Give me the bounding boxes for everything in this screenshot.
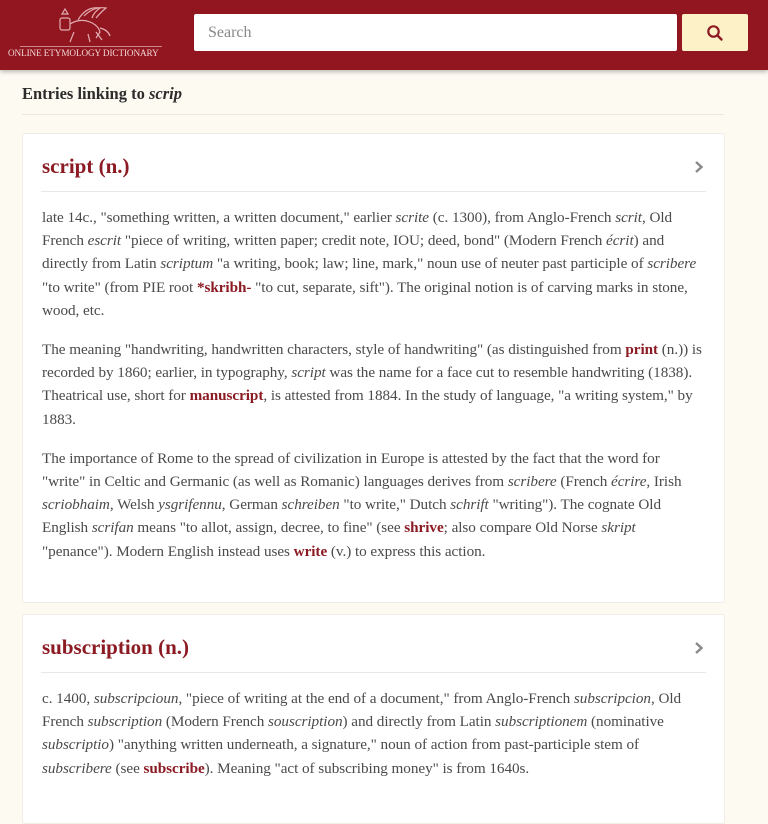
cross-reference-link[interactable]: shrive [404, 519, 444, 537]
italic-term: schreiben [281, 496, 340, 514]
italic-term: scribere [507, 473, 557, 491]
cross-reference-link[interactable]: *skribh- [196, 278, 252, 296]
italic-term: subscribere [42, 759, 112, 777]
entry-body [23, 673, 724, 780]
italic-term: scriobhaim [42, 496, 110, 514]
cross-reference-link[interactable]: write [293, 542, 328, 560]
italic-term: scrifan [91, 519, 134, 537]
search-icon [706, 24, 724, 42]
search-input[interactable] [194, 14, 677, 51]
cross-reference-link[interactable]: subscribe [143, 759, 205, 777]
winged-lion-logo-icon [40, 6, 120, 44]
site-logo[interactable] [8, 6, 158, 62]
search-button[interactable] [682, 14, 748, 51]
cross-reference-link[interactable]: manuscript [189, 387, 264, 405]
entry-card-subscription [22, 614, 725, 824]
entry-header [41, 615, 706, 673]
italic-term: souscription [268, 713, 343, 731]
chevron-right-icon[interactable] [694, 641, 704, 655]
italic-term: escrit [87, 232, 122, 250]
italic-term: schrift [450, 496, 489, 514]
heading-divider [22, 114, 724, 115]
italic-term: scribere [647, 255, 697, 273]
italic-term: scriptum [160, 255, 214, 273]
italic-term: script [291, 364, 326, 382]
italic-term: scrite [395, 209, 429, 226]
italic-term: scrit [615, 209, 642, 226]
italic-term: skript [601, 519, 636, 537]
chevron-right-icon[interactable] [694, 160, 704, 174]
entry-header [41, 134, 706, 192]
italic-term: subscription [87, 713, 163, 731]
entry-paragraph: The meaning "handwriting, handwritten characters, style of handwriting" (as distinguished from print (n.)) is recorded by 1860; earlier, in typography, script was the name for a face cut to resemble handwriting (1838). Theatrical use, short for manuscript, is attested from 1884. In the study of language, "a writing system," by 1883. [42, 341, 702, 428]
italic-term: ysgrifennu [158, 496, 222, 514]
entry-paragraph: The importance of Rome to the spread of civilization in Europe is attested by the fact that the word for "write" in Celtic and Germanic (as well as Romanic) languages derives from scribere (French écrire, Irish scriobhaim, Welsh ysgrifennu, German schreiben "to write," Dutch schrift "writing"). The cognate Old English scrifan means "to allot, assign, decree, to fine" (see shrive; also compare Old Norse skript "penance"). Modern English instead uses write (v.) to express this action. [42, 449, 682, 560]
italic-term: subscripcioun [93, 690, 179, 707]
italic-term: subscriptio [42, 736, 109, 754]
entry-paragraph: c. 1400, subscripcioun, "piece of writing at the end of a document," from Anglo-French subscripcion, Old French subscription (Modern French souscription) and directly from Latin subscriptionem (nominative subscriptio) "anything written underneath, a signature," noun of action from past-participle stem of subscribere (see subscribe). Meaning "act of subscribing money" is from 1640s. [42, 690, 682, 777]
italic-term: subscripcion [573, 690, 651, 707]
entry-title-link[interactable]: subscription (n.) [42, 635, 190, 659]
italic-term: écrire [611, 473, 647, 491]
cross-reference-link[interactable]: print [625, 341, 659, 359]
page-title-term: scrip [148, 84, 182, 103]
italic-term: écrit [606, 232, 634, 250]
site-header [0, 0, 768, 70]
logo-text: ONLINE ETYMOLOGY DICTIONARY [8, 48, 159, 58]
entry-paragraph: late 14c., "something written, a written document," earlier scrite (c. 1300), from Anglo-French scrit, Old French escrit "piece of writing, written paper; credit note, IOU; deed, bond" (Modern French écrit) and directly from Latin scriptum "a writing, book; law; line, mark," noun use of neuter past participle of scribere "to write" (from PIE root *skribh- "to cut, separate, sift"). The original notion is of carving marks in stone, wood, etc. [42, 209, 697, 319]
page-title-prefix: Entries linking to [22, 84, 149, 103]
page-title [22, 84, 182, 104]
entry-title-link[interactable]: script (n.) [42, 154, 130, 178]
entry-card-script [22, 133, 725, 603]
entry-body [23, 192, 724, 563]
italic-term: subscriptionem [495, 713, 588, 731]
logo-divider [20, 46, 162, 47]
